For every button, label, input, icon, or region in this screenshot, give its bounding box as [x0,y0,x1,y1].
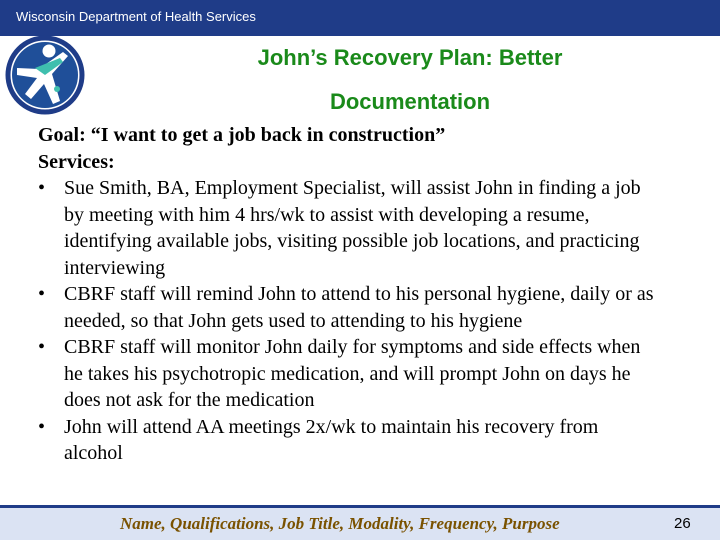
service-item [38,334,714,414]
footer-caption: Name, Qualifications, Job Title, Modality, Frequency, Purpose [120,514,560,533]
service-line: he takes his psychotropic medication, and will prompt John on days he [64,362,631,385]
slide-title [150,36,670,124]
bullet-icon: • [38,177,46,199]
services-heading: Services: [38,150,115,173]
service-line: John will attend AA meetings 2x/wk to maintain his recovery from [64,415,599,438]
page-number: 26 [674,515,691,532]
service-line: CBRF staff will remind John to attend to his personal hygiene, daily or as [64,283,654,305]
service-line: interviewing [64,256,166,279]
service-line: identifying available jobs, visiting possible job locations, and practicing [64,230,640,252]
bullet-icon: • [38,336,46,358]
bullet-icon: • [38,283,46,305]
dhs-person-logo-icon [5,35,85,115]
service-line: by meeting with him 4 hrs/wk to assist with developing a resume, [64,203,590,226]
header-bar [0,0,720,36]
service-item [38,414,714,467]
service-line: needed, so that John gets used to attending to his hygiene [64,309,523,332]
service-item [38,175,714,281]
service-line: alcohol [64,442,123,464]
service-line: Sue Smith, BA, Employment Specialist, will assist John in finding a job [64,177,641,199]
title-line-1: John’s Recovery Plan: Better [257,45,563,70]
bullet-icon: • [38,415,46,438]
services-list [38,175,714,467]
org-name: Wisconsin Department of Health Services [16,9,256,24]
slide-body [38,122,714,467]
service-line: CBRF staff will monitor John daily for symptoms and side effects when [64,336,641,358]
footer-divider [0,505,720,508]
service-item [38,281,714,334]
title-line-2: Documentation [329,89,491,114]
goal-statement: Goal: “I want to get a job back in construction” [38,124,446,146]
service-line: does not ask for the medication [64,389,315,411]
